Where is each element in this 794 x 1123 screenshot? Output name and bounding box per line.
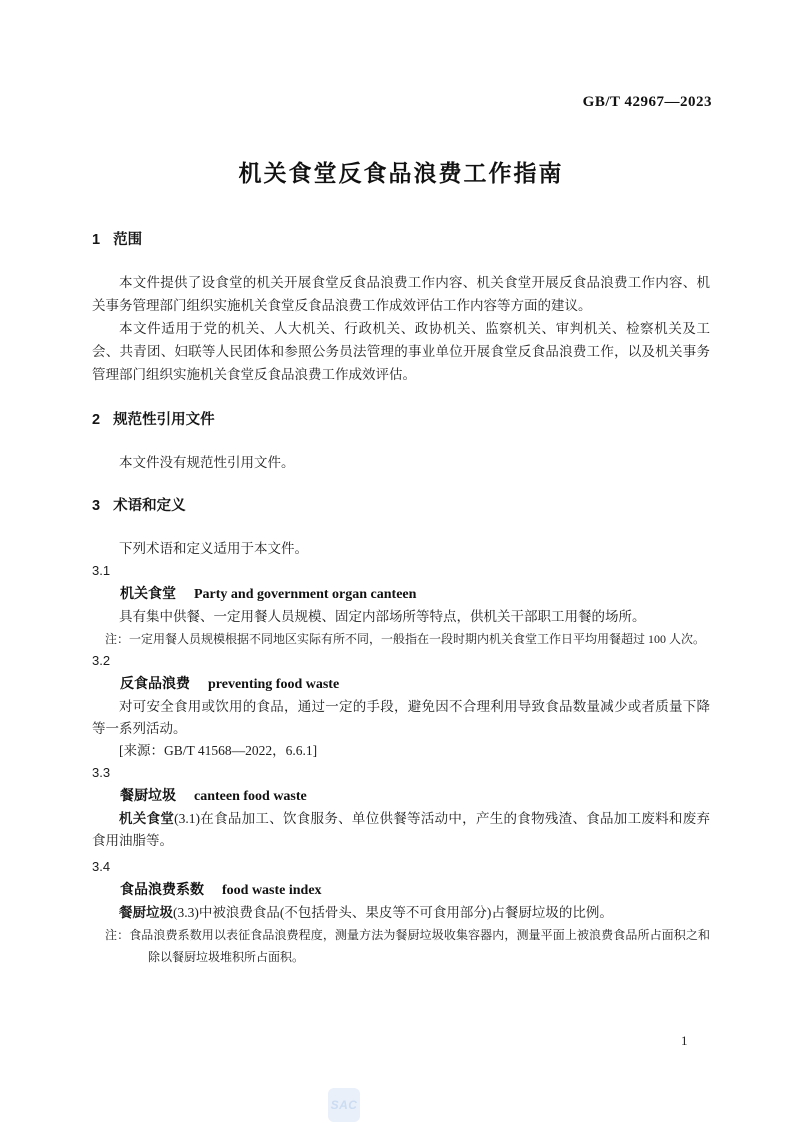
page-number: 1 [681, 1033, 688, 1048]
section-2-title: 规范性引用文件 [113, 412, 215, 428]
referenced-term: 机关食堂 [119, 811, 175, 826]
section-1-heading [92, 230, 710, 250]
terms-intro: 下列术语和定义适用于本文件。 [119, 541, 308, 556]
document-body [92, 0, 710, 968]
term-number: 3.1 [92, 563, 111, 578]
section-3-title: 术语和定义 [113, 498, 186, 514]
normative-references-paragraph: 本文件没有规范性引用文件。 [119, 455, 295, 470]
term-number: 3.2 [92, 653, 111, 668]
term-name [92, 878, 710, 902]
term-number: 3.3 [92, 765, 111, 780]
term-name-cn: 反食品浪费 [120, 675, 190, 691]
term-name-cn: 餐厨垃圾 [120, 787, 176, 803]
sac-watermark-logo: SAC [328, 1088, 360, 1122]
section-3-heading [92, 496, 710, 516]
term-definition: 具有集中供餐、一定用餐人员规模、固定内部场所等特点，供机关干部职工用餐的场所。 [119, 609, 646, 624]
note-text: 食品浪费系数用以表征食品浪费程度，测量方法为餐厨垃圾收集容器内，测量平面上被浪费食品所占面积之和除以餐厨垃圾堆积所占面积。 [129, 928, 710, 964]
document-title: 机关食堂反食品浪费工作指南 [238, 160, 564, 186]
note-text: 一定用餐人员规模根据不同地区实际有所不同，一般指在一段时期内机关食堂工作日平均用餐超过 100 人次。 [129, 632, 706, 646]
term-number: 3.4 [92, 859, 111, 874]
term-name-en: Party and government organ canteen [194, 587, 417, 602]
referenced-term: 餐厨垃圾 [119, 905, 173, 920]
scope-paragraph-2: 本文件适用于党的机关、人大机关、行政机关、政协机关、监察机关、审判机关、检察机关及工会、共青团、妇联等人民团体和参照公务员法管理的事业单位开展食堂反食品浪费工作，以及机关事务管理部门组织实施机关食堂反食品浪费工作成效评估。 [92, 321, 710, 382]
term-definition [92, 902, 710, 924]
term-note [92, 924, 710, 968]
note-label: 注： [105, 928, 130, 942]
scope-paragraph-1: 本文件提供了设食堂的机关开展食堂反食品浪费工作内容、机关食堂开展反食品浪费工作内容、机关事务管理部门组织实施机关食堂反食品浪费工作成效评估工作内容等方面的建议。 [92, 275, 710, 313]
term-name [92, 672, 710, 696]
term-name-en: food waste index [222, 883, 322, 898]
term-name-cn: 机关食堂 [120, 585, 176, 601]
note-label: 注： [105, 632, 130, 646]
section-2-heading [92, 410, 710, 430]
section-1-title: 范围 [113, 232, 143, 248]
standard-code: GB/T 42967—2023 [582, 94, 712, 110]
section-3-number: 3 [92, 498, 101, 514]
term-note [92, 628, 710, 650]
term-name-en: canteen food waste [194, 789, 307, 804]
term-definition: 对可安全食用或饮用的食品，通过一定的手段，避免因不合理利用导致食品数量减少或者质量下降等一系列活动。 [92, 699, 710, 736]
term-source: [来源：GB/T 41568—2022，6.6.1] [119, 743, 318, 758]
definition-text: (3.3)中被浪费食品(不包括骨头、果皮等不可食用部分)占餐厨垃圾的比例。 [173, 905, 613, 920]
section-1-number: 1 [92, 232, 101, 248]
terms-list [92, 560, 710, 968]
term-name [92, 784, 710, 808]
term-name-en: preventing food waste [208, 677, 340, 692]
section-2-number: 2 [92, 412, 101, 428]
definition-text: (3.1)在食品加工、饮食服务、单位供餐等活动中，产生的食物残渣、食品加工废料和废弃食用油脂等。 [92, 811, 710, 848]
term-name-cn: 食品浪费系数 [120, 881, 204, 897]
term-name [92, 582, 710, 606]
term-definition [92, 808, 710, 852]
